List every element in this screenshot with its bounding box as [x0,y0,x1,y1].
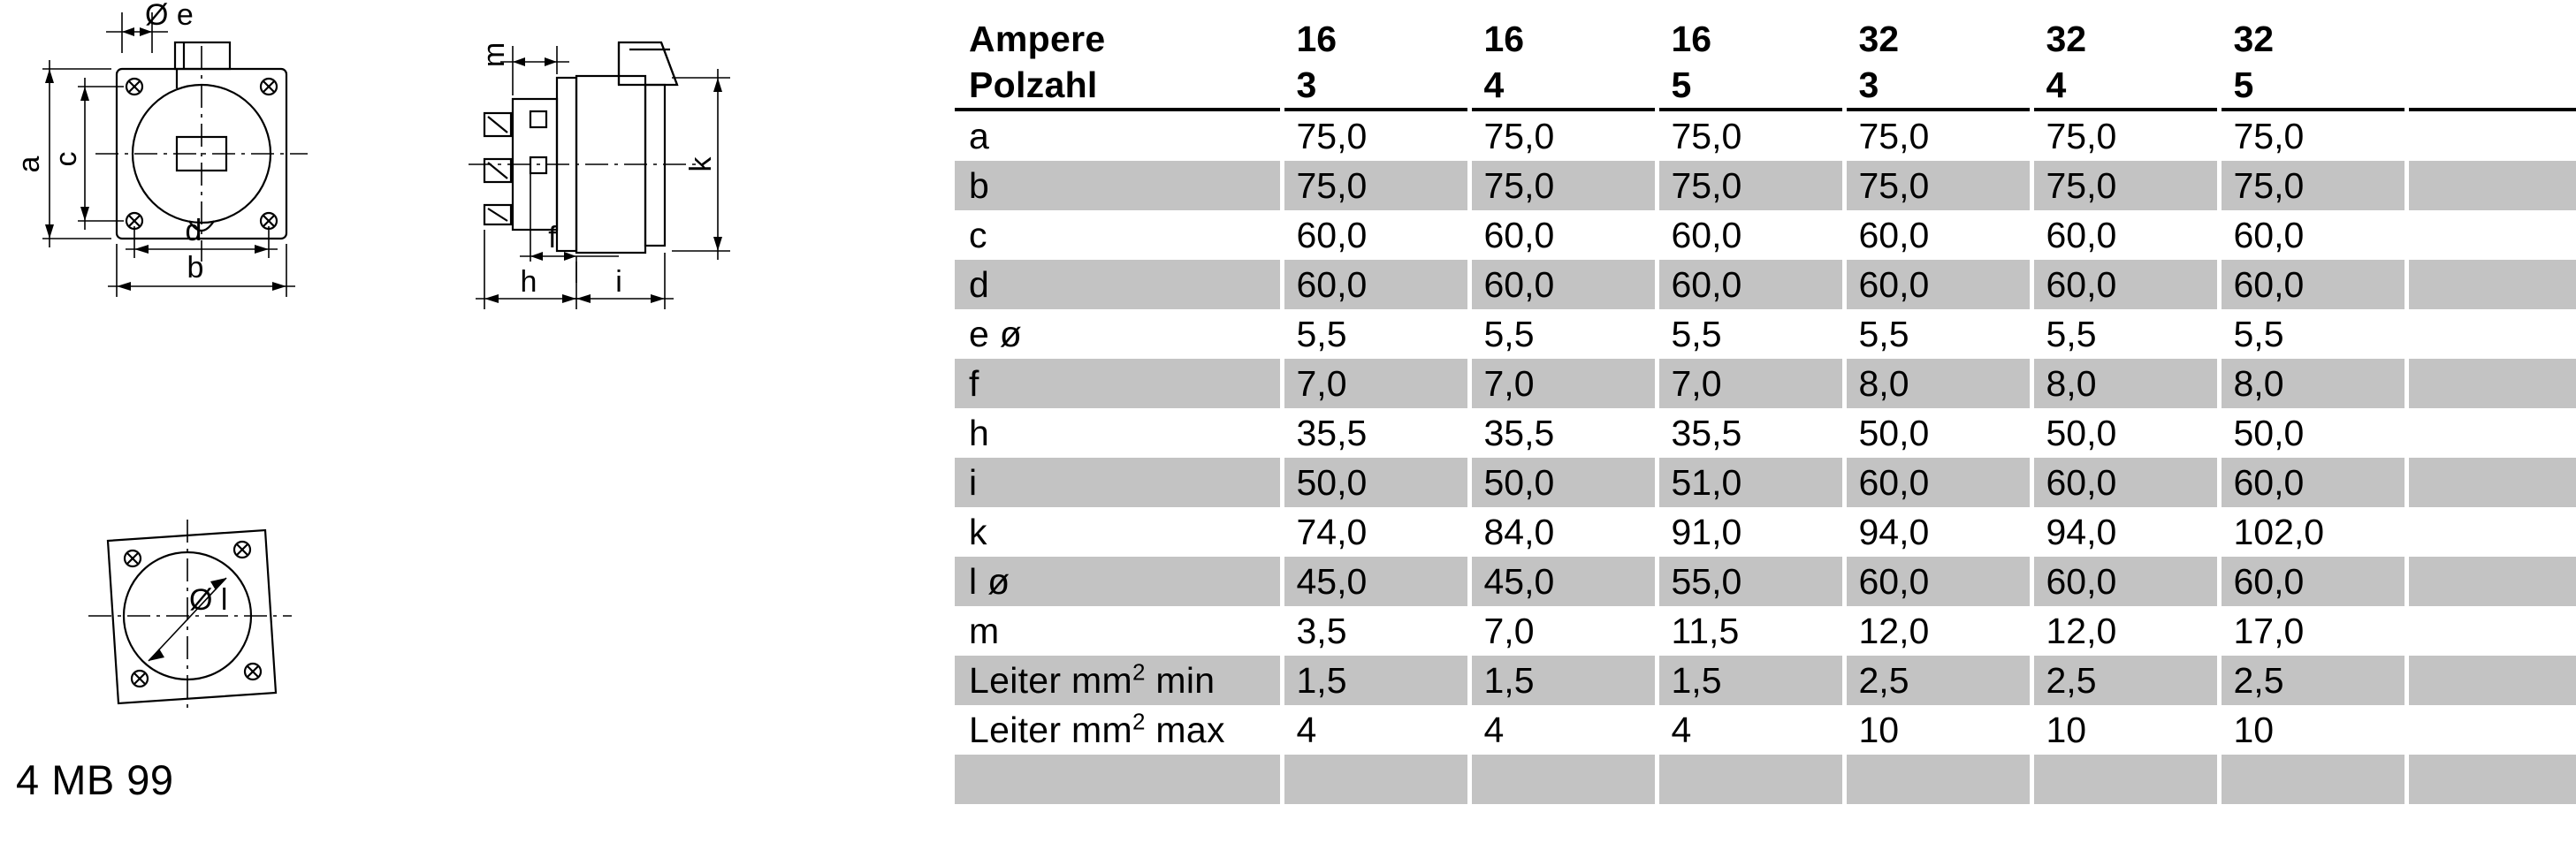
cell-e-4: 5,5 [1844,309,2031,359]
dim-label-f: f [548,221,557,254]
table-row-ampere [955,0,2576,62]
dim-label-l: Ø l [189,583,228,617]
dim-label-k: k [684,156,718,172]
table-row-polzahl [955,62,2576,110]
table-row-l [955,557,2576,606]
cell-a-5: 75,0 [2031,110,2219,161]
dim-label-i: i [615,265,622,299]
cell-l-4: 60,0 [1844,557,2031,606]
cell-h-1: 35,5 [1282,408,1469,458]
cell-b-5: 75,0 [2031,161,2219,210]
cell-i-2: 50,0 [1469,458,1657,507]
table-row-leiter-min [955,656,2576,705]
cell-d-5: 60,0 [2031,260,2219,309]
cell-blank-3 [1657,755,1844,804]
table-row-blank [955,755,2576,804]
leiter-max-exponent: 2 [1132,707,1146,734]
dim-label-b: b [187,251,204,285]
cell-f-3: 7,0 [1657,359,1844,408]
row-label-h: h [955,408,1282,458]
leiter-max-prefix: Leiter mm [969,709,1132,750]
row-label-leiter-max [955,705,1282,755]
cell-c-6: 60,0 [2219,210,2406,260]
spec-table [955,0,2576,804]
cell-f-empty [2406,359,2576,408]
table-row-f [955,359,2576,408]
cell-a-4: 75,0 [1844,110,2031,161]
row-label-leiter-min [955,656,1282,705]
cell-ampere-2: 16 [1469,0,1657,62]
cell-m-6: 17,0 [2219,606,2406,656]
cell-h-6: 50,0 [2219,408,2406,458]
table-row-c [955,210,2576,260]
cell-e-3: 5,5 [1657,309,1844,359]
cell-blank-empty [2406,755,2576,804]
row-label-blank [955,755,1282,804]
cell-leiter-min-1: 1,5 [1282,656,1469,705]
cell-leiter-min-3: 1,5 [1657,656,1844,705]
row-label-i: i [955,458,1282,507]
row-label-k: k [955,507,1282,557]
cell-e-2: 5,5 [1469,309,1657,359]
cell-ampere-1: 16 [1282,0,1469,62]
cell-leiter-max-5: 10 [2031,705,2219,755]
cell-l-2: 45,0 [1469,557,1657,606]
table-row-a [955,110,2576,161]
table-row-i [955,458,2576,507]
cell-polzahl-4: 3 [1844,62,2031,110]
cell-m-1: 3,5 [1282,606,1469,656]
cell-polzahl-empty [2406,62,2576,110]
cell-d-1: 60,0 [1282,260,1469,309]
cell-b-4: 75,0 [1844,161,2031,210]
cell-polzahl-1: 3 [1282,62,1469,110]
cell-k-4: 94,0 [1844,507,2031,557]
cell-i-6: 60,0 [2219,458,2406,507]
cell-ampere-3: 16 [1657,0,1844,62]
table-row-e [955,309,2576,359]
cell-c-4: 60,0 [1844,210,2031,260]
cell-blank-2 [1469,755,1657,804]
row-label-ampere: Ampere [955,0,1282,62]
cell-leiter-min-empty [2406,656,2576,705]
cell-k-6: 102,0 [2219,507,2406,557]
cell-leiter-min-5: 2,5 [2031,656,2219,705]
cell-k-5: 94,0 [2031,507,2219,557]
cell-f-1: 7,0 [1282,359,1469,408]
cell-a-2: 75,0 [1469,110,1657,161]
table-row-leiter-max [955,705,2576,755]
cell-e-6: 5,5 [2219,309,2406,359]
cell-m-4: 12,0 [1844,606,2031,656]
cell-b-empty [2406,161,2576,210]
cell-b-6: 75,0 [2219,161,2406,210]
cell-d-empty [2406,260,2576,309]
row-label-l: l ø [955,557,1282,606]
cell-blank-5 [2031,755,2219,804]
cell-i-empty [2406,458,2576,507]
cell-l-empty [2406,557,2576,606]
cell-c-5: 60,0 [2031,210,2219,260]
row-label-f: f [955,359,1282,408]
cell-ampere-empty [2406,0,2576,62]
table-row-d [955,260,2576,309]
cell-f-6: 8,0 [2219,359,2406,408]
cell-a-6: 75,0 [2219,110,2406,161]
drawing-svg [0,0,955,858]
cell-d-3: 60,0 [1657,260,1844,309]
cell-ampere-4: 32 [1844,0,2031,62]
row-label-b: b [955,161,1282,210]
row-label-polzahl: Polzahl [955,62,1282,110]
dim-label-a: a [12,156,46,173]
row-label-c: c [955,210,1282,260]
cell-polzahl-6: 5 [2219,62,2406,110]
cell-a-3: 75,0 [1657,110,1844,161]
cell-m-3: 11,5 [1657,606,1844,656]
dim-label-m: m [477,42,511,68]
cell-b-2: 75,0 [1469,161,1657,210]
table-row-h [955,408,2576,458]
dim-label-d: d [185,214,202,247]
cell-c-1: 60,0 [1282,210,1469,260]
cell-k-3: 91,0 [1657,507,1844,557]
cell-leiter-max-1: 4 [1282,705,1469,755]
leiter-min-prefix: Leiter mm [969,659,1132,701]
cell-b-1: 75,0 [1282,161,1469,210]
dim-label-c: c [50,151,83,167]
cell-blank-6 [2219,755,2406,804]
cell-leiter-max-3: 4 [1657,705,1844,755]
cell-m-empty [2406,606,2576,656]
cell-e-1: 5,5 [1282,309,1469,359]
cell-e-5: 5,5 [2031,309,2219,359]
cell-h-2: 35,5 [1469,408,1657,458]
cell-i-3: 51,0 [1657,458,1844,507]
cell-k-empty [2406,507,2576,557]
cell-leiter-max-4: 10 [1844,705,2031,755]
table-row-k [955,507,2576,557]
dim-label-h: h [520,265,537,299]
cell-polzahl-5: 4 [2031,62,2219,110]
cell-h-5: 50,0 [2031,408,2219,458]
cell-polzahl-3: 5 [1657,62,1844,110]
row-label-e: e ø [955,309,1282,359]
cell-blank-1 [1282,755,1469,804]
cell-e-empty [2406,309,2576,359]
cell-b-3: 75,0 [1657,161,1844,210]
cell-leiter-min-4: 2,5 [1844,656,2031,705]
cell-leiter-max-empty [2406,705,2576,755]
cell-leiter-max-6: 10 [2219,705,2406,755]
table-row-m [955,606,2576,656]
cell-d-4: 60,0 [1844,260,2031,309]
spec-table-panel [955,0,2576,858]
cell-a-empty [2406,110,2576,161]
cell-h-3: 35,5 [1657,408,1844,458]
cell-k-1: 74,0 [1282,507,1469,557]
drawing-caption: 4 MB 99 [16,756,174,803]
cell-d-6: 60,0 [2219,260,2406,309]
cell-l-6: 60,0 [2219,557,2406,606]
cell-blank-4 [1844,755,2031,804]
cell-leiter-min-6: 2,5 [2219,656,2406,705]
cell-ampere-5: 32 [2031,0,2219,62]
cell-leiter-min-2: 1,5 [1469,656,1657,705]
cell-h-4: 50,0 [1844,408,2031,458]
cell-l-1: 45,0 [1282,557,1469,606]
cell-m-2: 7,0 [1469,606,1657,656]
table-row-b [955,161,2576,210]
cell-f-2: 7,0 [1469,359,1657,408]
cell-d-2: 60,0 [1469,260,1657,309]
leiter-max-suffix: max [1145,709,1225,750]
cell-ampere-6: 32 [2219,0,2406,62]
cell-m-5: 12,0 [2031,606,2219,656]
cell-a-1: 75,0 [1282,110,1469,161]
cell-c-2: 60,0 [1469,210,1657,260]
cell-k-2: 84,0 [1469,507,1657,557]
cell-polzahl-2: 4 [1469,62,1657,110]
cell-leiter-max-2: 4 [1469,705,1657,755]
cell-h-empty [2406,408,2576,458]
cell-c-empty [2406,210,2576,260]
leiter-min-suffix: min [1145,659,1216,701]
cell-f-5: 8,0 [2031,359,2219,408]
cell-i-1: 50,0 [1282,458,1469,507]
dim-label-e: Ø e [145,0,194,32]
cell-i-4: 60,0 [1844,458,2031,507]
row-label-m: m [955,606,1282,656]
row-label-a: a [955,110,1282,161]
cell-i-5: 60,0 [2031,458,2219,507]
cell-f-4: 8,0 [1844,359,2031,408]
row-label-d: d [955,260,1282,309]
cell-c-3: 60,0 [1657,210,1844,260]
cell-l-5: 60,0 [2031,557,2219,606]
leiter-min-exponent: 2 [1132,657,1146,685]
cell-l-3: 55,0 [1657,557,1844,606]
technical-drawing-panel [0,0,955,858]
